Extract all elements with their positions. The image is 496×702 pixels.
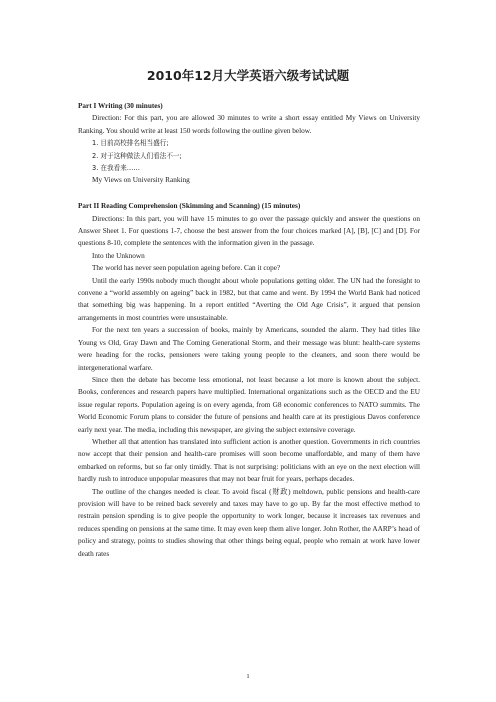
essay-title: My Views on University Ranking: [92, 176, 190, 185]
passage-paragraph: Whether all that attention has translated into sufficient action is another question. Governments in rich countries now accept that their pension and health-care promises will soon become unaffordable, and many of them have embarked on reforms, but so far only timidly. That is not surprising: politicians with an eye on the next election will hardly rush to introduce unpopular measures that may not bear fruit for years, perhaps decades.: [78, 437, 420, 484]
passage-paragraph: The outline of the changes needed is clear. To avoid fiscal (财政) meltdown, public pensions and health-care provision will have to be reined back severely and taxes may have to go up. By far the most effective method to restrain pension spending is to give people the opportunity to work longer, because it increases tax revenues and reduces spending on pensions at the same time. It may even keep them alive longer. John Rother, the AARP’s head of policy and strategy, points to studies showing that other things being equal, people who remain at work have lower death rates: [78, 487, 420, 558]
outline-item: 3. 在我看来……: [92, 164, 140, 173]
part2-heading: Part II Reading Comprehension (Skimming and Scanning) (15 minutes): [78, 202, 301, 211]
page-number: 1: [246, 673, 250, 680]
spacer: [78, 187, 420, 199]
outline-item: 2. 对于这种做法人们看法不一;: [92, 151, 182, 160]
part1-heading: Part I Writing (30 minutes): [78, 102, 163, 110]
part1-direction: Direction: For this part, you are allowed 30 minutes to write a short essay entitled My Views on University Ranking. You should write at least 150 words following the outline given below.: [78, 114, 420, 135]
passage-paragraph: Since then the debate has become less emotional, not least because a lot more is known about the subject. Books, conferences and research papers have multiplied. International organizations such as the OECD and the EU issue regular reports. Population ageing is on every agenda, from G8 economic conferences to NATO summits. The World Economic Forum plans to consider the future of pensions and health care at its prestigious Davos conference early next year. The media, including this newspaper, are giving the subject extensive coverage.: [78, 375, 420, 434]
part2-direction: Directions: In this part, you will have 15 minutes to go over the passage quickly and answer the questions on Answer Sheet 1. For questions 1-7, choose the best answer from the four choices marked [A], [B], [C] and [D]. For questions 8-10, complete the sentences with the information given in the passage.: [78, 214, 420, 248]
passage-title: Into the Unknown: [92, 251, 145, 260]
document-body: [78, 99, 420, 560]
passage-subtitle: The world has never seen population ageing before. Can it cope?: [92, 264, 281, 273]
passage-paragraph: For the next ten years a succession of books, mainly by Americans, sounded the alarm. They had titles like Young vs Old, Gray Dawn and The Coming Generational Storm, and their message was blunt: health-care systems were heading for the rocks, pensioners were taking young people to the cleaners, and soon there would be intergenerational warfare.: [78, 326, 420, 372]
passage-paragraph: Until the early 1990s nobody much thought about whole populations getting older. The UN had the foresight to convene a “world assembly on ageing” back in 1982, but that came and went. By 1994 the World Bank had noticed that something big was happening. In a report entitled “Averting the Old Age Crisis”, it argued that pension arrangements in most countries were unsustainable.: [78, 276, 420, 322]
outline-item: 1. 目前高校排名相当盛行;: [92, 139, 169, 148]
page-title: 2010年12月大学英语六级考试试题: [146, 68, 350, 83]
